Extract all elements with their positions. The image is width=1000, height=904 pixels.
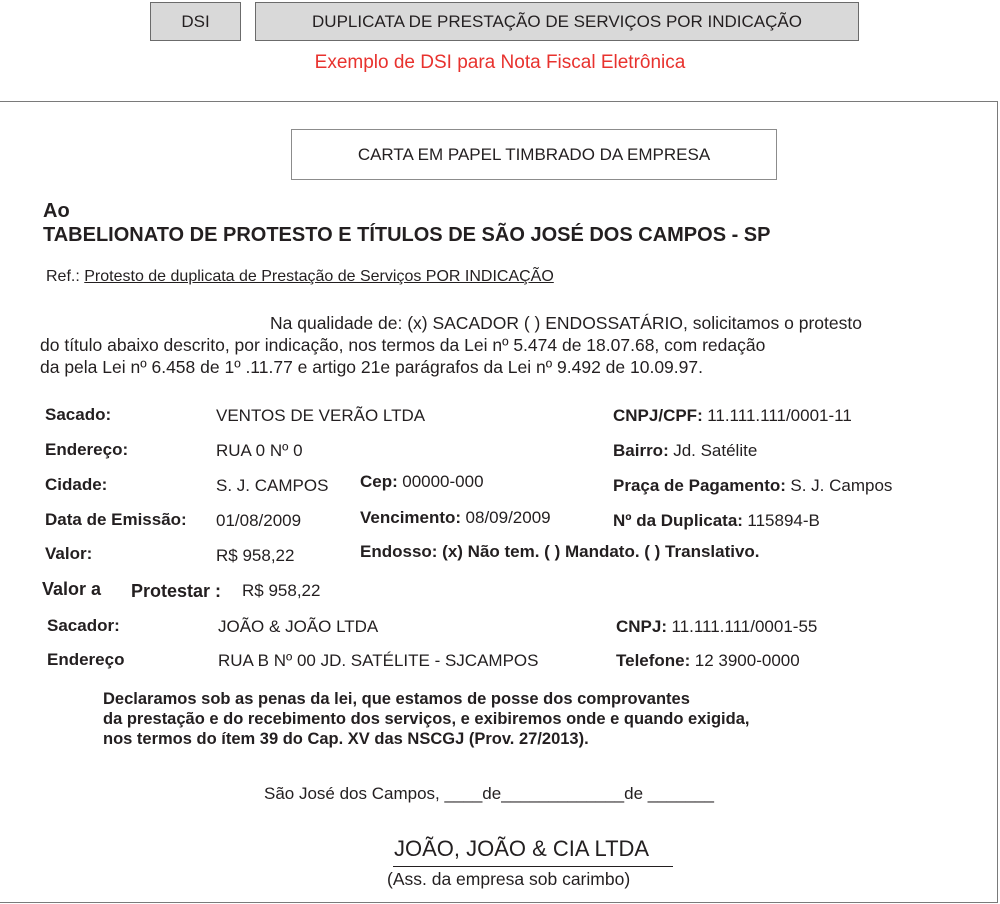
paragraph-line: do título abaixo descrito, por indicação, nos termos da Lei nº 5.474 de 18.07.68, com redação [40, 335, 766, 355]
paragraph-line: da pela Lei nº 6.458 de 1º .11.77 e artigo 21e parágrafos da Lei nº 9.492 de 10.09.97. [40, 357, 703, 377]
reference-line [46, 268, 554, 286]
sacado-cnpj-label: CNPJ/CPF: [613, 406, 703, 425]
declaration-line: da prestação e do recebimento dos serviços, e exibiremos onde e quando exigida, [103, 710, 750, 728]
sacado-bairro-value: Jd. Satélite [673, 441, 758, 460]
sacador-telefone-label: Telefone: [616, 651, 691, 670]
sacado-praca [613, 476, 892, 496]
sacado-bairro [613, 441, 757, 461]
sacado-praca-label: Praça de Pagamento: [613, 476, 786, 495]
sacado-emissao-label: Data de Emissão: [45, 510, 187, 529]
sacado-cnpj [613, 406, 852, 426]
endosso-options: Endosso: (x) Não tem. ( ) Mandato. ( ) Translativo. [360, 542, 760, 561]
letter-frame [0, 101, 998, 903]
valor-protestar-label-b: Protestar : [131, 581, 222, 601]
valor-protestar-value: R$ 958,22 [242, 581, 321, 600]
sacado-duplicata-label: Nº da Duplicata: [613, 511, 743, 530]
sacado-value: VENTOS DE VERÃO LTDA [216, 406, 426, 425]
sacado-cep-value: 00000-000 [402, 472, 484, 491]
sacado-label: Sacado: [45, 405, 112, 424]
sacador-telefone [616, 651, 800, 671]
valor-protestar-label-a: Valor a [42, 579, 102, 599]
sacado-cep-label: Cep: [360, 472, 398, 491]
example-subtitle: Exemplo de DSI para Nota Fiscal Eletrônica [314, 52, 686, 73]
sacado-bairro-label: Bairro: [613, 441, 669, 460]
sacador-telefone-value: 12 3900-0000 [694, 651, 800, 670]
declaration [103, 689, 863, 749]
sacador-cnpj-label: CNPJ: [616, 617, 668, 636]
sacado-endereco-label: Endereço: [45, 440, 129, 459]
sacado-vencimento-label: Vencimento: [360, 508, 462, 527]
declaration-line: Declaramos sob as penas da lei, que estamos de posse dos comprovantes [103, 690, 690, 708]
sacador-endereco-label: Endereço [47, 650, 125, 669]
sacado-vencimento-value: 08/09/2009 [465, 508, 551, 527]
sacado-cidade-value: S. J. CAMPOS [216, 476, 329, 495]
sacado-emissao-value: 01/08/2009 [216, 511, 302, 530]
sacado-cnpj-value: 11.111.111/0001-11 [707, 406, 852, 425]
greeting: Ao [43, 200, 70, 222]
paragraph-line: Na qualidade de: (x) SACADOR ( ) ENDOSSATÁRIO, solicitamos o protesto [270, 313, 862, 333]
declaration-line: nos termos do ítem 39 do Cap. XV das NSCGJ (Prov. 27/2013). [103, 730, 589, 748]
sacado-praca-value: S. J. Campos [790, 476, 893, 495]
place-date-line: São José dos Campos, ____de_____________de _______ [264, 784, 714, 803]
reference-label: Ref.: [46, 268, 80, 285]
sacado-valor-label: Valor: [45, 544, 93, 563]
sacado-vencimento [360, 508, 551, 528]
reference-text: Protesto de duplicata de Prestação de Serviços POR INDICAÇÃO [84, 268, 554, 285]
sacador-endereco-value: RUA B Nº 00 JD. SATÉLITE - SJCAMPOS [218, 651, 539, 670]
sacado-valor-value: R$ 958,22 [216, 546, 295, 565]
document-type-title: DUPLICATA DE PRESTAÇÃO DE SERVIÇOS POR INDICAÇÃO [255, 2, 859, 41]
sacador-cnpj-value: 11.111.111/0001-55 [671, 617, 818, 636]
request-paragraph [40, 312, 958, 378]
signature-line [393, 866, 673, 867]
signature-caption: (Ass. da empresa sob carimbo) [387, 869, 631, 889]
sacado-cidade-label: Cidade: [45, 475, 108, 494]
sacador-label: Sacador: [47, 616, 120, 635]
sacado-duplicata [613, 511, 820, 531]
tab-dsi: DSI [150, 2, 241, 41]
sacador-value: JOÃO & JOÃO LTDA [218, 617, 379, 636]
sacado-endereco-value: RUA 0 Nº 0 [216, 441, 303, 460]
sacador-cnpj [616, 617, 817, 637]
signatory-company: JOÃO, JOÃO & CIA LTDA [394, 836, 650, 861]
sacado-cep [360, 472, 484, 492]
recipient: TABELIONATO DE PROTESTO E TÍTULOS DE SÃO JOSÉ DOS CAMPOS - SP [43, 224, 771, 246]
sacado-duplicata-value: 115894-B [747, 511, 820, 530]
letterhead-box: CARTA EM PAPEL TIMBRADO DA EMPRESA [291, 129, 777, 180]
